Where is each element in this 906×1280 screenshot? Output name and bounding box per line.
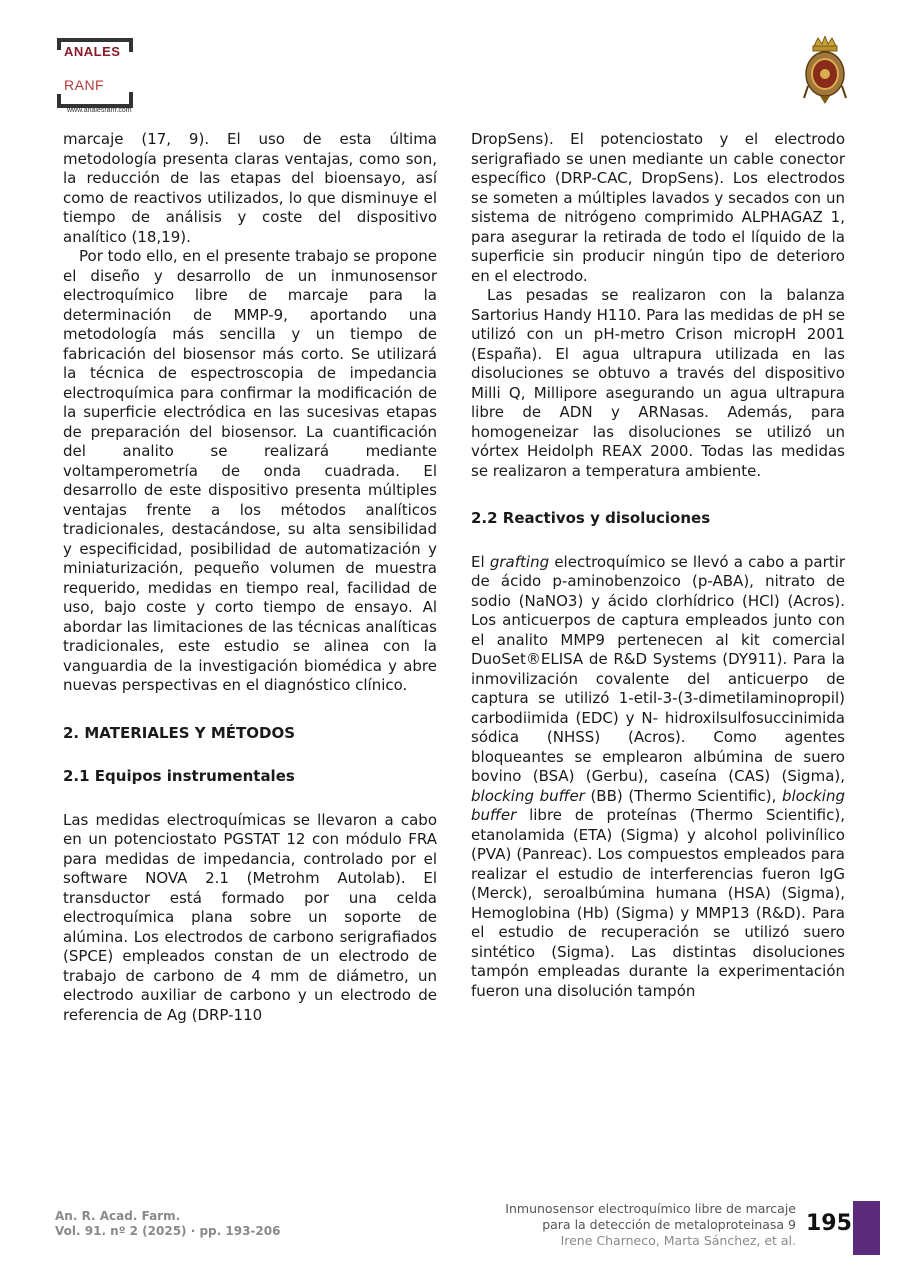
volume-info: Vol. 91. nº 2 (2025) · pp. 193-206 <box>55 1224 281 1238</box>
logo-frame-top-right <box>129 38 133 52</box>
text-run: electroquímico se llevó a cabo a partir de ácido p-aminobenzoico (p-ABA), nitrato de sodio (NaNO3) y ácido clorhídrico (HCl) (Acros). Los anticuerpos de captura empleados junto con el analito MMP9 pertenecen al kit comercial DuoSet®ELISA de R&D Systems (DY911). Para la inmovilización covalente del anticuerpo de captura se utilizó 1-etil-3-(3-dimetilaminopropil) carbodiimida (EDC) y N- hidroxilsulfosuccinimida sódica (NHSS) (Acros). Como agentes bloqueantes se emplearon albúmina de suero bovino (BSA) (Gerbu), caseína (CAS) (Sigma), <box>471 552 845 785</box>
subsection-heading: 2.2 Reactivos y disoluciones <box>471 509 711 527</box>
right-column <box>471 130 845 1001</box>
running-title-line2: para la detección de metaloproteinasa 9 <box>542 1217 796 1232</box>
academy-crest-icon <box>800 36 850 106</box>
italic-term: grafting <box>489 552 550 571</box>
left-column <box>63 130 437 1025</box>
logo-frame-bottom-right <box>129 92 133 106</box>
footer-article-info <box>505 1201 796 1249</box>
italic-term: blocking buffer <box>471 786 585 805</box>
journal-logo <box>55 36 185 116</box>
page-accent-bar <box>853 1201 880 1255</box>
paragraph: Por todo ello, en el presente trabajo se propone el diseño y desarrollo de un inmunosensor electroquímico libre de marcaje para la determinación de MMP-9, aportando una metodología más sencilla y un tiempo de fabricación del biosensor más corto. Se utilizará la técnica de espectroscopia de impedancia electroquímica para confirmar la modificación de la superficie electródica en las sucesivas etapas de preparación del biosensor. La cuantificación del analito se realizará mediante voltamperometría de onda cuadrada. El desarrollo de este dispositivo presenta múltiples ventajas frente a los métodos analíticos tradicionales, destacándose, su alta sensibilidad y especificidad, posibilidad de automatización y miniaturización, pequeño volumen de muestra requerido, medidas en tiempo real, facilidad de uso, bajo coste y corto tiempo de ensayo. Al abordar las limitaciones de las técnicas analíticas tradicionales, este estudio se alinea con la vanguardia de la investigación biomédica y abre nuevas perspectivas en el diagnóstico clínico. <box>63 247 437 694</box>
subsection-heading: 2.1 Equipos instrumentales <box>63 767 295 785</box>
logo-frame-top-left <box>57 38 61 50</box>
running-authors: Irene Charneco, Marta Sánchez, et al. <box>560 1233 796 1248</box>
text-run: (BB) (Thermo Scientific), <box>584 786 782 805</box>
paragraph: marcaje (17, 9). El uso de esta última metodología presenta claras ventajas, como son, la reducción de las etapas del bioensayo, así como de reactivos utilizados, lo que disminuye el tiempo de análisis y coste del dispositivo analítico (18,19). <box>63 130 437 246</box>
footer-citation <box>55 1209 280 1239</box>
text-run: El <box>471 552 490 571</box>
text-run: libre de proteínas (Thermo Scientific), etanolamida (ETA) (Sigma) y alcohol polivinílico (PVA) (Panreac). Los compuestos empleados para realizar el estudio de interferencias fueron IgG (Merck), seroalbúmina humana (HSA) (Sigma), Hemoglobina (Hb) (Sigma) y MMP13 (R&D). Para el estudio de recuperación se utilizó suero sintético (Sigma). Las distintas disoluciones tampón empleadas durante la experimentación fueron una disolución tampón <box>471 806 845 1000</box>
page-number: 195 <box>806 1211 852 1236</box>
section-heading: 2. MATERIALES Y MÉTODOS <box>63 723 296 742</box>
running-title-line1: Inmunosensor electroquímico libre de marcaje <box>505 1201 796 1216</box>
journal-name: An. R. Acad. Farm. <box>55 1209 181 1223</box>
italic-term: blocking buffer <box>471 786 845 824</box>
logo-url: www.analesranf.com <box>67 107 132 114</box>
paragraph: DropSens). El potenciostato y el electrodo serigrafiado se unen mediante un cable conector específico (DRP-CAC, DropSens). Los electrodos se someten a múltiples lavados y secados con un sistema de nitrógeno comprimido ALPHAGAZ 1, para asegurar la retirada de todo el líquido de la superficie sin producir ningún tipo de deterioro en el electrodo. <box>471 130 845 285</box>
logo-word-anales: ANALES <box>64 44 121 59</box>
logo-word-ranf: RANF <box>64 77 105 93</box>
paragraph <box>471 553 845 1002</box>
paragraph: Las pesadas se realizaron con la balanza Sartorius Handy H110. Para las medidas de pH se utilizó con un pH-metro Crison micropH 2001 (España). El agua ultrapura utilizada en las disoluciones se obtuvo a través del dispositivo Milli Q, Millipore asegurando un agua ultrapura libre de ADN y ARNasas. Además, para homogeneizar las disoluciones se utilizó un vórtex Heidolph REAX 2000. Todas las medidas se realizaron a temperatura ambiente. <box>471 286 845 480</box>
logo-frame-top <box>57 38 133 42</box>
paragraph: Las medidas electroquímicas se llevaron a cabo en un potenciostato PGSTAT 12 con módulo FRA para medidas de impedancia, controlado por el software NOVA 2.1 (Metrohm Autolab). El transductor está formado por una celda electroquímica plana sobre un soporte de alúmina. Los electrodos de carbono serigrafiados (SPCE) empleados constan de un electrodo de trabajo de carbono de 4 mm de diámetro, un electrodo auxiliar de carbono y un electrodo de referencia de Ag (DRP-110 <box>63 810 437 1024</box>
